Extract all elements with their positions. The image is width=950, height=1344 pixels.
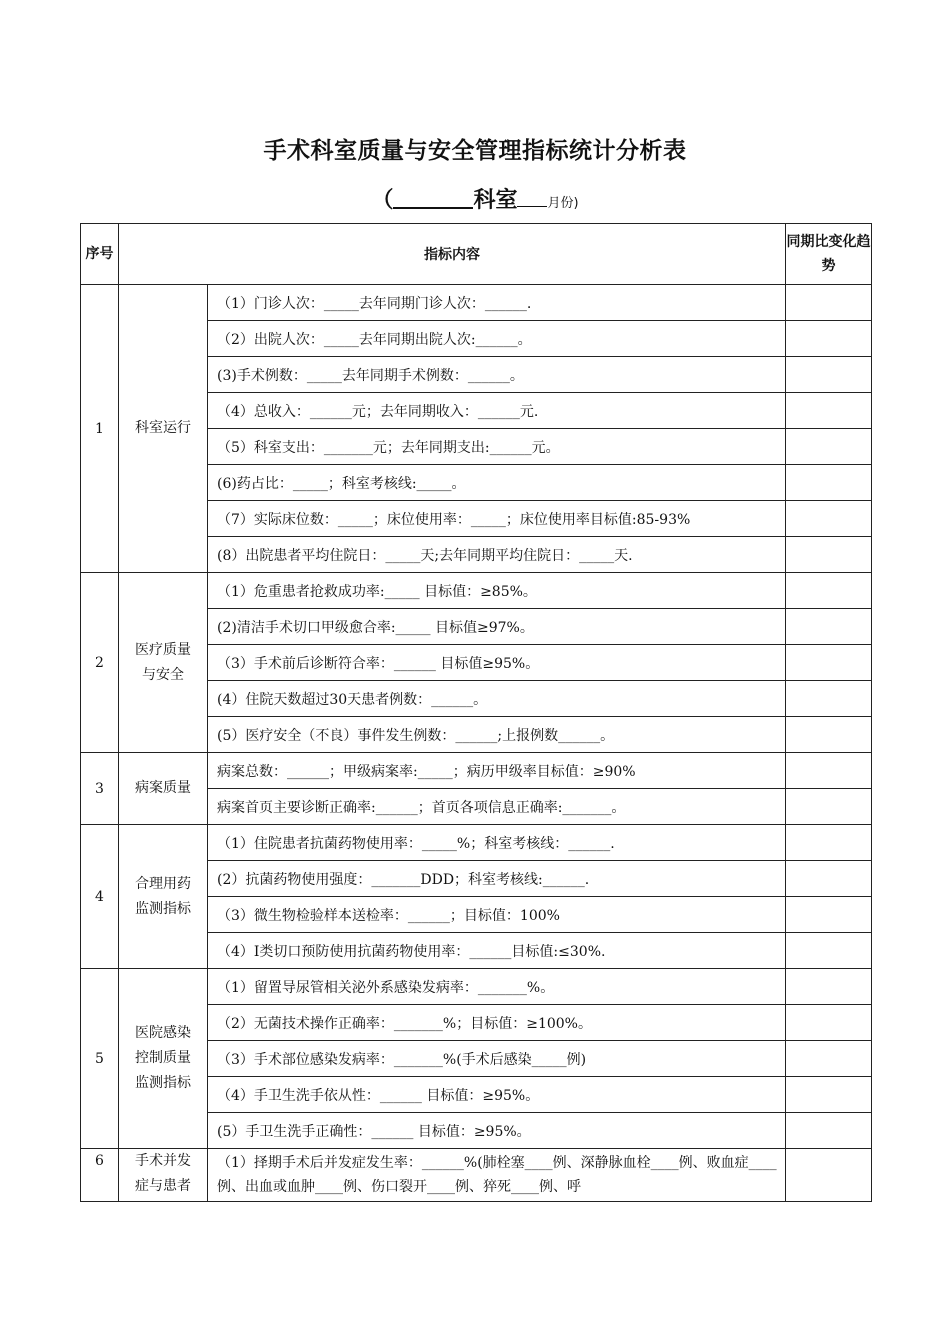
indicator-item[interactable]: （4）总收入：______元；去年同期收入：______元. — [208, 393, 786, 429]
row-seq: 4 — [81, 825, 119, 969]
row-category: 科室运行 — [119, 285, 208, 573]
table-row — [81, 1149, 872, 1202]
row-seq: 1 — [81, 285, 119, 573]
trend-cell[interactable] — [786, 1005, 872, 1041]
trend-cell[interactable] — [786, 1041, 872, 1077]
trend-cell[interactable] — [786, 501, 872, 537]
trend-cell[interactable] — [786, 897, 872, 933]
header-seq: 序号 — [81, 224, 119, 285]
indicator-item[interactable]: （1）门诊人次：_____去年同期门诊人次：______. — [208, 285, 786, 321]
trend-cell[interactable] — [786, 285, 872, 321]
indicator-item[interactable]: （2）出院人次：_____去年同期出院人次:______。 — [208, 321, 786, 357]
indicator-item[interactable]: (2)清洁手术切口甲级愈合率:_____ 目标值≥97%。 — [208, 609, 786, 645]
trend-cell[interactable] — [786, 537, 872, 573]
indicator-item[interactable]: （1）留置导尿管相关泌外系感染发病率：_______%。 — [208, 969, 786, 1005]
indicator-item[interactable]: 病案首页主要诊断正确率:______；首页各项信息正确率:_______。 — [208, 789, 786, 825]
trend-cell[interactable] — [786, 429, 872, 465]
row-category: 手术并发症与患者 — [119, 1149, 208, 1202]
trend-cell[interactable] — [786, 609, 872, 645]
table-row — [81, 573, 872, 609]
document-subtitle — [0, 183, 950, 214]
indicator-item[interactable]: （5）科室支出：_______元；去年同期支出:______元。 — [208, 429, 786, 465]
trend-cell[interactable] — [786, 393, 872, 429]
row-category: 医疗质量与安全 — [119, 573, 208, 753]
row-category: 合理用药监测指标 — [119, 825, 208, 969]
trend-cell[interactable] — [786, 717, 872, 753]
row-seq: 2 — [81, 573, 119, 753]
indicator-item[interactable]: （1）危重患者抢救成功率:_____ 目标值：≥85%。 — [208, 573, 786, 609]
trend-cell[interactable] — [786, 1149, 872, 1202]
trend-cell[interactable] — [786, 573, 872, 609]
table-row — [81, 969, 872, 1005]
indicator-item[interactable]: （3）手术前后诊断符合率：______ 目标值≥95%。 — [208, 645, 786, 681]
indicator-table — [80, 223, 872, 1202]
indicator-item[interactable]: （3）微生物检验样本送检率：______；目标值：100% — [208, 897, 786, 933]
indicator-item[interactable]: (3)手术例数：_____去年同期手术例数：______。 — [208, 357, 786, 393]
trend-cell[interactable] — [786, 933, 872, 969]
indicator-item[interactable]: (6)药占比：_____；科室考核线:_____。 — [208, 465, 786, 501]
indicator-item[interactable]: (8）出院患者平均住院日：_____天;去年同期平均住院日：_____天. — [208, 537, 786, 573]
subtitle-open-paren: （ — [371, 188, 394, 213]
header-content: 指标内容 — [119, 224, 786, 285]
trend-cell[interactable] — [786, 645, 872, 681]
trend-cell[interactable] — [786, 1113, 872, 1149]
indicator-item[interactable]: （3）手术部位感染发病率：_______%(手术后感染_____例) — [208, 1041, 786, 1077]
row-seq: 3 — [81, 753, 119, 825]
row-seq: 5 — [81, 969, 119, 1149]
header-row — [81, 224, 872, 285]
table-row — [81, 753, 872, 789]
indicator-item[interactable]: 病案总数：______；甲级病案率:_____；病历甲级率目标值：≥90% — [208, 753, 786, 789]
indicator-item[interactable]: (2）抗菌药物使用强度：_______DDD；科室考核线:______. — [208, 861, 786, 897]
row-category: 医院感染控制质量监测指标 — [119, 969, 208, 1149]
row-seq: 6 — [81, 1149, 119, 1202]
subtitle-month: 月份) — [547, 196, 579, 211]
trend-cell[interactable] — [786, 969, 872, 1005]
month-blank[interactable] — [517, 194, 547, 207]
indicator-item[interactable]: （4）手卫生洗手依从性：______ 目标值：≥95%。 — [208, 1077, 786, 1113]
trend-cell[interactable] — [786, 357, 872, 393]
table-row — [81, 825, 872, 861]
dept-blank[interactable] — [393, 189, 473, 209]
indicator-item[interactable]: （1）择期手术后并发症发生率：______%(肺栓塞____例、深静脉血栓____例、败血症____例、出血或血肿____例、伤口裂开____例、猝死____例、呼 — [208, 1149, 786, 1202]
document-title: 手术科室质量与安全管理指标统计分析表 — [263, 138, 687, 164]
trend-cell[interactable] — [786, 465, 872, 501]
indicator-item[interactable]: (5）医疗安全（不良）事件发生例数：______;上报例数______。 — [208, 717, 786, 753]
trend-cell[interactable] — [786, 681, 872, 717]
header-trend: 同期比变化趋势 — [786, 224, 872, 285]
row-category: 病案质量 — [119, 753, 208, 825]
indicator-item[interactable]: （7）实际床位数：_____；床位使用率：_____；床位使用率目标值:85-93% — [208, 501, 786, 537]
trend-cell[interactable] — [786, 825, 872, 861]
table-row — [81, 285, 872, 321]
indicator-item[interactable]: (4）住院天数超过30天患者例数：______。 — [208, 681, 786, 717]
indicator-item[interactable]: （1）住院患者抗菌药物使用率：_____%；科室考核线：______. — [208, 825, 786, 861]
trend-cell[interactable] — [786, 1077, 872, 1113]
indicator-item[interactable]: （4）Ⅰ类切口预防使用抗菌药物使用率：______目标值:≤30%. — [208, 933, 786, 969]
indicator-item[interactable]: (5）手卫生洗手正确性：______ 目标值：≥95%。 — [208, 1113, 786, 1149]
trend-cell[interactable] — [786, 861, 872, 897]
subtitle-dept: 科室 — [473, 188, 518, 213]
trend-cell[interactable] — [786, 321, 872, 357]
indicator-item[interactable]: （2）无菌技术操作正确率：_______%；目标值：≥100%。 — [208, 1005, 786, 1041]
table-body — [81, 285, 872, 1202]
trend-cell[interactable] — [786, 753, 872, 789]
trend-cell[interactable] — [786, 789, 872, 825]
